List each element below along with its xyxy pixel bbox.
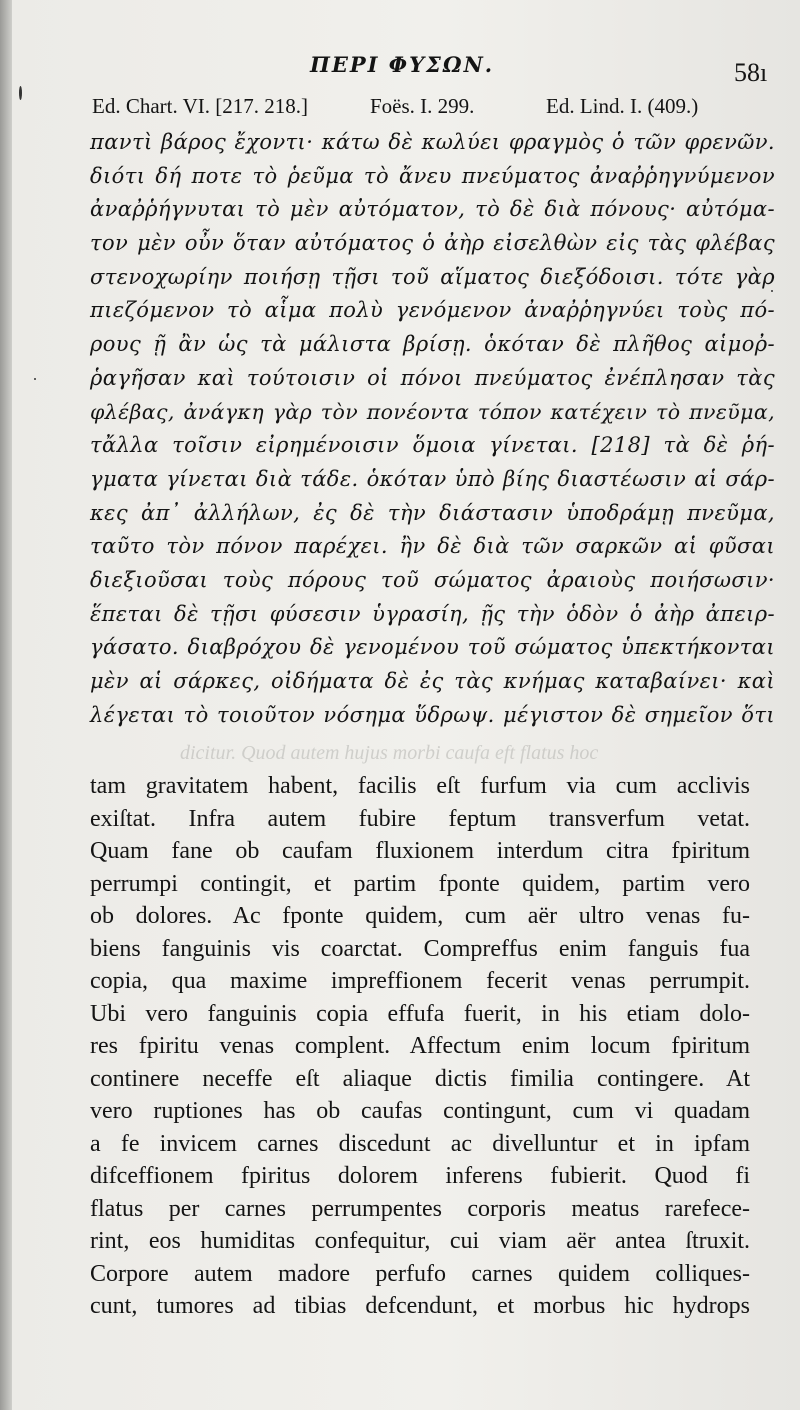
edition-ref-linden: Ed. Lind. I. (409.) <box>546 94 699 118</box>
latin-text-line: continere neceffe eſt aliaque dictis fimilia contingere. At <box>90 1065 750 1092</box>
greek-text-line: τἄλλα τοῖσιν εἰρημένοισιν ὅμοια γίνεται. [218] τὰ δὲ ῥή- <box>90 433 775 458</box>
ink-speck <box>34 378 36 380</box>
latin-text-line: flatus per carnes perrumpentes corporis meatus rarefece- <box>90 1195 750 1222</box>
greek-text-line: διεξιοῦσαι τοὺς πόρους τοῦ σώματος ἀραιοὺς ποιήσωσιν· <box>90 567 775 592</box>
latin-text-line: copia, qua maxime impreffionem fecerit venas perrumpit. <box>90 968 750 994</box>
latin-text-line: difceffionem fpiritus dolorem inferens fubierit. Quod fi <box>90 1163 750 1189</box>
greek-text-line: πιεζόμενον τὸ αἷμα πολὺ γενόμενον ἀναῤῥηγνύει τοὺς πό- <box>90 298 775 323</box>
latin-text-line: Ubi vero fanguinis copia effufa fuerit, in his etiam dolo- <box>90 1000 750 1027</box>
edition-ref-foes: Foës. I. 299. <box>370 94 475 118</box>
greek-text-block <box>90 126 775 732</box>
latin-text-line: Corpore autem madore perfufo carnes quidem colliques- <box>90 1260 750 1287</box>
greek-text-line: γματα γίνεται διὰ τάδε. ὁκόταν ὑπὸ βίης διαστέωσιν αἱ σάρ- <box>90 466 775 491</box>
greek-text-line: στενοχωρίην ποιήσῃ τῇσι τοῦ αἵματος διεξόδοισι. τότε γὰρ <box>90 264 775 289</box>
latin-text-line: perrumpi contingit, et partim fponte quidem, partim vero <box>90 870 750 897</box>
page-number: 58ı <box>734 58 768 87</box>
running-head <box>0 50 800 86</box>
latin-text-line: a fe invicem carnes discedunt ac divelluntur et in ipfam <box>90 1130 750 1157</box>
greek-text-line: κες ἀπ᾽ ἀλλήλων, ἐς δὲ τὴν διάστασιν ὑποδράμῃ πνεῦμα, <box>90 500 775 525</box>
greek-text-line: ρους ῇ ἂν ὡς τὰ μάλιστα βρίσῃ. ὁκόταν δὲ πλῆθος αἱμοῤ- <box>90 332 775 357</box>
latin-text-line: tam gravitatem habent, facilis eſt furfum via cum acclivis <box>90 773 750 799</box>
latin-text-line: rint, eos humiditas confequitur, cui viam aër antea ſtruxit. <box>90 1228 750 1254</box>
greek-text-line: ταῦτο τὸν πόνον παρέχει. ἢν δὲ διὰ τῶν σαρκῶν αἱ φῦσαι <box>90 534 775 559</box>
greek-text-line: ἕπεται δὲ τῇσι φύσεσιν ὑγρασίη, ῇς τὴν ὁδὸν ὁ ἀὴρ ἀπειρ- <box>90 601 775 626</box>
latin-text-line: ob dolores. Ac fponte quidem, cum aër ultro venas fu- <box>90 903 750 929</box>
ink-speck <box>771 290 773 292</box>
greek-text-line: λέγεται τὸ τοιοῦτον νόσημα ὕδρωψ. μέγιστον δὲ σημεῖον ὅτι <box>90 702 775 727</box>
latin-text-line: exiſtat. Infra autem fubire feptum transverfum vetat. <box>90 805 750 832</box>
greek-text-line: μὲν αἱ σάρκες, οἰδήματα δὲ ἐς τὰς κνήμας καταβαίνει· καὶ <box>90 669 775 693</box>
greek-text-line: φλέβας, ἀνάγκη γὰρ τὸν πονέοντα τόπον κατέχειν τὸ πνεῦμα, <box>90 399 775 424</box>
edition-ref-chartier: Ed. Chart. VI. [217. 218.] <box>92 94 308 118</box>
ink-speck <box>19 86 22 100</box>
greek-text-line: παντὶ βάρος ἔχοντι· κάτω δὲ κωλύει φραγμὸς ὁ τῶν φρενῶν. <box>90 130 775 154</box>
latin-text-line: biens fanguinis vis coarctat. Compreffus enim fanguis fua <box>90 935 750 962</box>
running-title: ΠΕΡΙ ΦΥΣΩΝ. <box>310 52 495 77</box>
latin-text-line: res fpiritu venas complent. Affectum enim locum fpiritum <box>90 1033 750 1059</box>
edition-references <box>92 94 772 124</box>
greek-text-line: ἀναῤῥήγνυται τὸ μὲν αὐτόματον, τὸ δὲ διὰ πόνους· αὐτόμα- <box>90 197 775 222</box>
latin-text-line: cunt, tumores ad tibias defcendunt, et morbus hic hydrops <box>90 1293 750 1319</box>
page-spine-shadow <box>0 0 12 1410</box>
latin-text-line: Quam fane ob caufam fluxionem interdum citra fpiritum <box>90 838 750 864</box>
greek-text-line: διότι δή ποτε τὸ ῥεῦμα τὸ ἄνευ πνεύματος ἀναῤῥηγνύμενον <box>90 163 775 188</box>
latin-text-line: vero ruptiones has ob caufas contingunt, cum vi quadam <box>90 1098 750 1124</box>
latin-text-block <box>90 770 750 1323</box>
greek-text-line: ῥαγῆσαν καὶ τούτοισιν οἱ πόνοι πνεύματος ἐνέπλησαν τὰς <box>90 365 775 390</box>
greek-text-line: τον μὲν οὖν ὅταν αὐτόματος ὁ ἀὴρ εἰσελθὼν εἰς τὰς φλέβας <box>90 231 775 256</box>
bleed-through-text: dicitur. Quod autem hujus morbi caufa eft flatus hoc <box>180 742 599 764</box>
greek-text-line: γάσατο. διαβρόχου δὲ γενομένου τοῦ σώματος ὑπεκτήκονται <box>90 635 775 660</box>
